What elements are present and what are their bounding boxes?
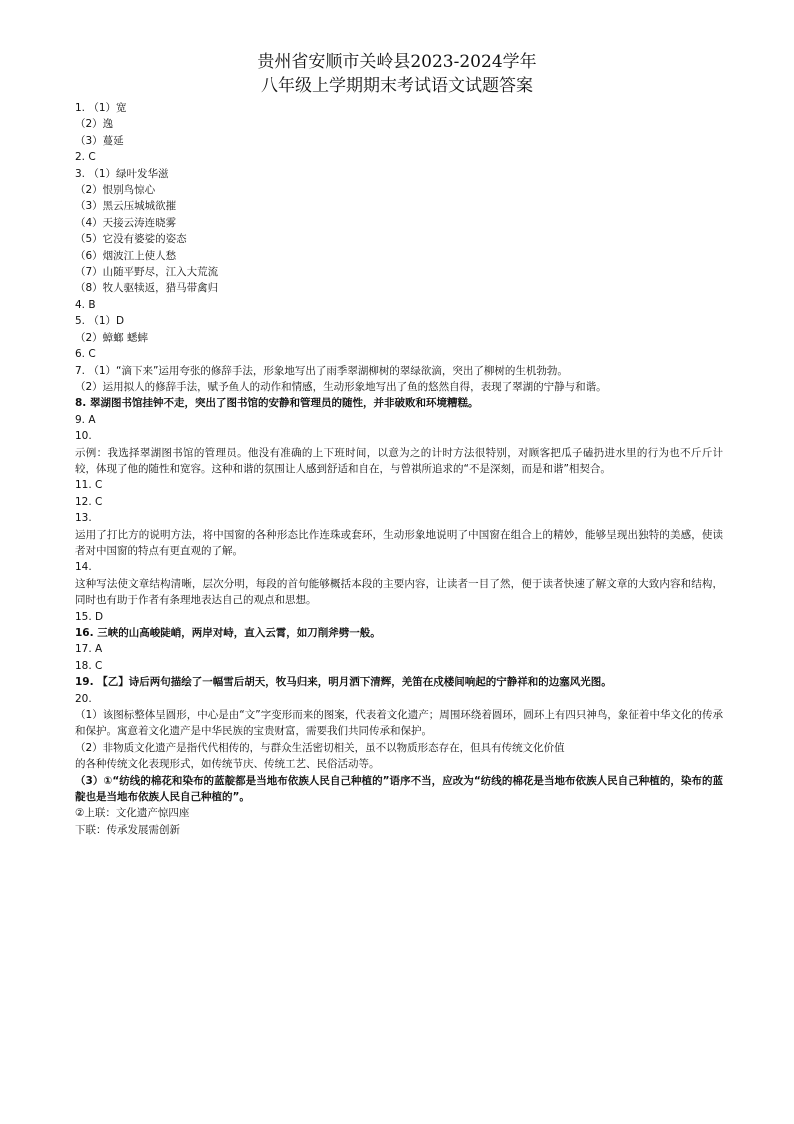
answer-20-3: （3）①“纺线的棉花和染布的蓝靛都是当地布依族人民自己种植的”语序不当，应改为“纺线的棉花是当地布依族人民自己种植的，染布的蓝靛也是当地布依族人民自己种植的”。 bbox=[75, 774, 723, 804]
answer-5-1: 5. （1）D bbox=[75, 315, 125, 328]
couplet-upper: ②上联：文化遗产惊四座 bbox=[75, 807, 190, 820]
answer-3-4: （4）天接云涛连晓雾 bbox=[75, 216, 177, 229]
answer-20-number: 20. bbox=[75, 692, 92, 705]
answer-20-2b: 的各种传统文化表现形式，如传统节庆、传统工艺、民俗活动等。 bbox=[75, 758, 380, 771]
answer-1-3: （3）蔓延 bbox=[75, 134, 124, 147]
answer-3-6: （6）烟波江上使人愁 bbox=[75, 249, 177, 262]
answer-1-2: （2）逸 bbox=[75, 118, 114, 131]
answer-8: 8. 翠湖图书馆挂钟不走，突出了图书馆的安静和管理员的随性，并非破败和环境糟糕。 bbox=[75, 397, 479, 410]
answer-20-2a: （2）非物质文化遗产是指代代相传的，与群众生活密切相关，虽不以物质形态存在，但具有传统文化价值 bbox=[75, 741, 565, 754]
answer-4: 4. B bbox=[75, 298, 96, 311]
answer-14-number: 14. bbox=[75, 561, 92, 574]
answer-3-3: （3）黑云压城城欲摧 bbox=[75, 200, 177, 213]
answer-15: 15. D bbox=[75, 610, 104, 623]
couplet-lower: 下联：传承发展需创新 bbox=[75, 823, 180, 836]
document-title-line-2: 八年级上学期期末考试语文试题答案 bbox=[261, 76, 533, 96]
answer-12: 12. C bbox=[75, 495, 103, 508]
document-title-line-1: 贵州省安顺市关岭县2023-2024学年 bbox=[257, 52, 537, 72]
answer-3-7: （7）山随平野尽，江入大荒流 bbox=[75, 266, 219, 279]
answer-17: 17. A bbox=[75, 643, 103, 656]
document-header bbox=[0, 50, 794, 98]
answer-3-5: （5）它没有婆娑的姿态 bbox=[75, 233, 187, 246]
answer-6: 6. C bbox=[75, 348, 96, 361]
answer-19: 19. 【乙】诗后两句描绘了一幅雪后胡天，牧马归来，明月洒下清辉，羌笛在戍楼间响起的宁静祥和的边塞风光图。 bbox=[75, 676, 612, 689]
answer-3-1: 3. （1）绿叶发华滋 bbox=[75, 167, 169, 180]
answer-list bbox=[75, 100, 723, 838]
answer-9: 9. A bbox=[75, 413, 96, 426]
answer-13-number: 13. bbox=[75, 512, 92, 525]
answer-3-2: （2）恨别鸟惊心 bbox=[75, 184, 156, 197]
answer-10-text: 示例：我选择翠湖图书馆的管理员。他没有准确的上下班时间，以意为之的计时方法很特别，对顾客把瓜子磕扔进水里的行为也不斤斤计较，体现了他的随性和宽容。这种和谐的氛围让人感到舒适和自在，与曾祺所追求的“不是深刻，而是和谐”相契合。 bbox=[75, 446, 723, 475]
answer-11: 11. C bbox=[75, 479, 103, 492]
answer-20-1: （1）该图标整体呈圆形，中心是由“文”字变形而来的图案，代表着文化遗产；周围环绕着圆环，圆环上有四只神鸟，象征着中华文化的传承和保护。寓意着文化遗产是中华民族的宝贵财富，需要我们共同传承和保护。 bbox=[75, 709, 723, 738]
answer-7-1: 7. （1）“滴下来”运用夸张的修辞手法，形象地写出了雨季翠湖柳树的翠绿欲滴，突出了柳树的生机勃勃。 bbox=[75, 364, 568, 377]
answer-13-text: 运用了打比方的说明方法，将中国窗的各种形态比作连珠或套环，生动形象地说明了中国窗在组合上的精妙，能够呈现出独特的美感，使读者对中国窗的特点有更直观的了解。 bbox=[75, 528, 723, 557]
answer-16: 16. 三峡的山高峻陡峭，两岸对峙，直入云霄，如刀削斧劈一般。 bbox=[75, 627, 381, 639]
answer-14-text: 这种写法使文章结构清晰，层次分明，每段的首句能够概括本段的主要内容，让读者一目了然，便于读者快速了解文章的大致内容和结构，同时也有助于作者有条理地表达自己的观点和思想。 bbox=[75, 577, 723, 607]
answer-1-1: 1. （1）宽 bbox=[75, 102, 127, 114]
answer-5-2: （2）蟑螂 蟋蟀 bbox=[75, 331, 149, 344]
answer-7-2: （2）运用拟人的修辞手法，赋予鱼人的动作和情感，生动形象地写出了鱼的悠然自得，表现了翠湖的宁静与和谐。 bbox=[75, 380, 607, 393]
answer-18: 18. C bbox=[75, 659, 103, 672]
answer-3-8: （8）牧人驱犊返，猎马带禽归 bbox=[75, 282, 219, 295]
answer-10-number: 10. bbox=[75, 430, 92, 443]
answer-2: 2. C bbox=[75, 151, 96, 164]
